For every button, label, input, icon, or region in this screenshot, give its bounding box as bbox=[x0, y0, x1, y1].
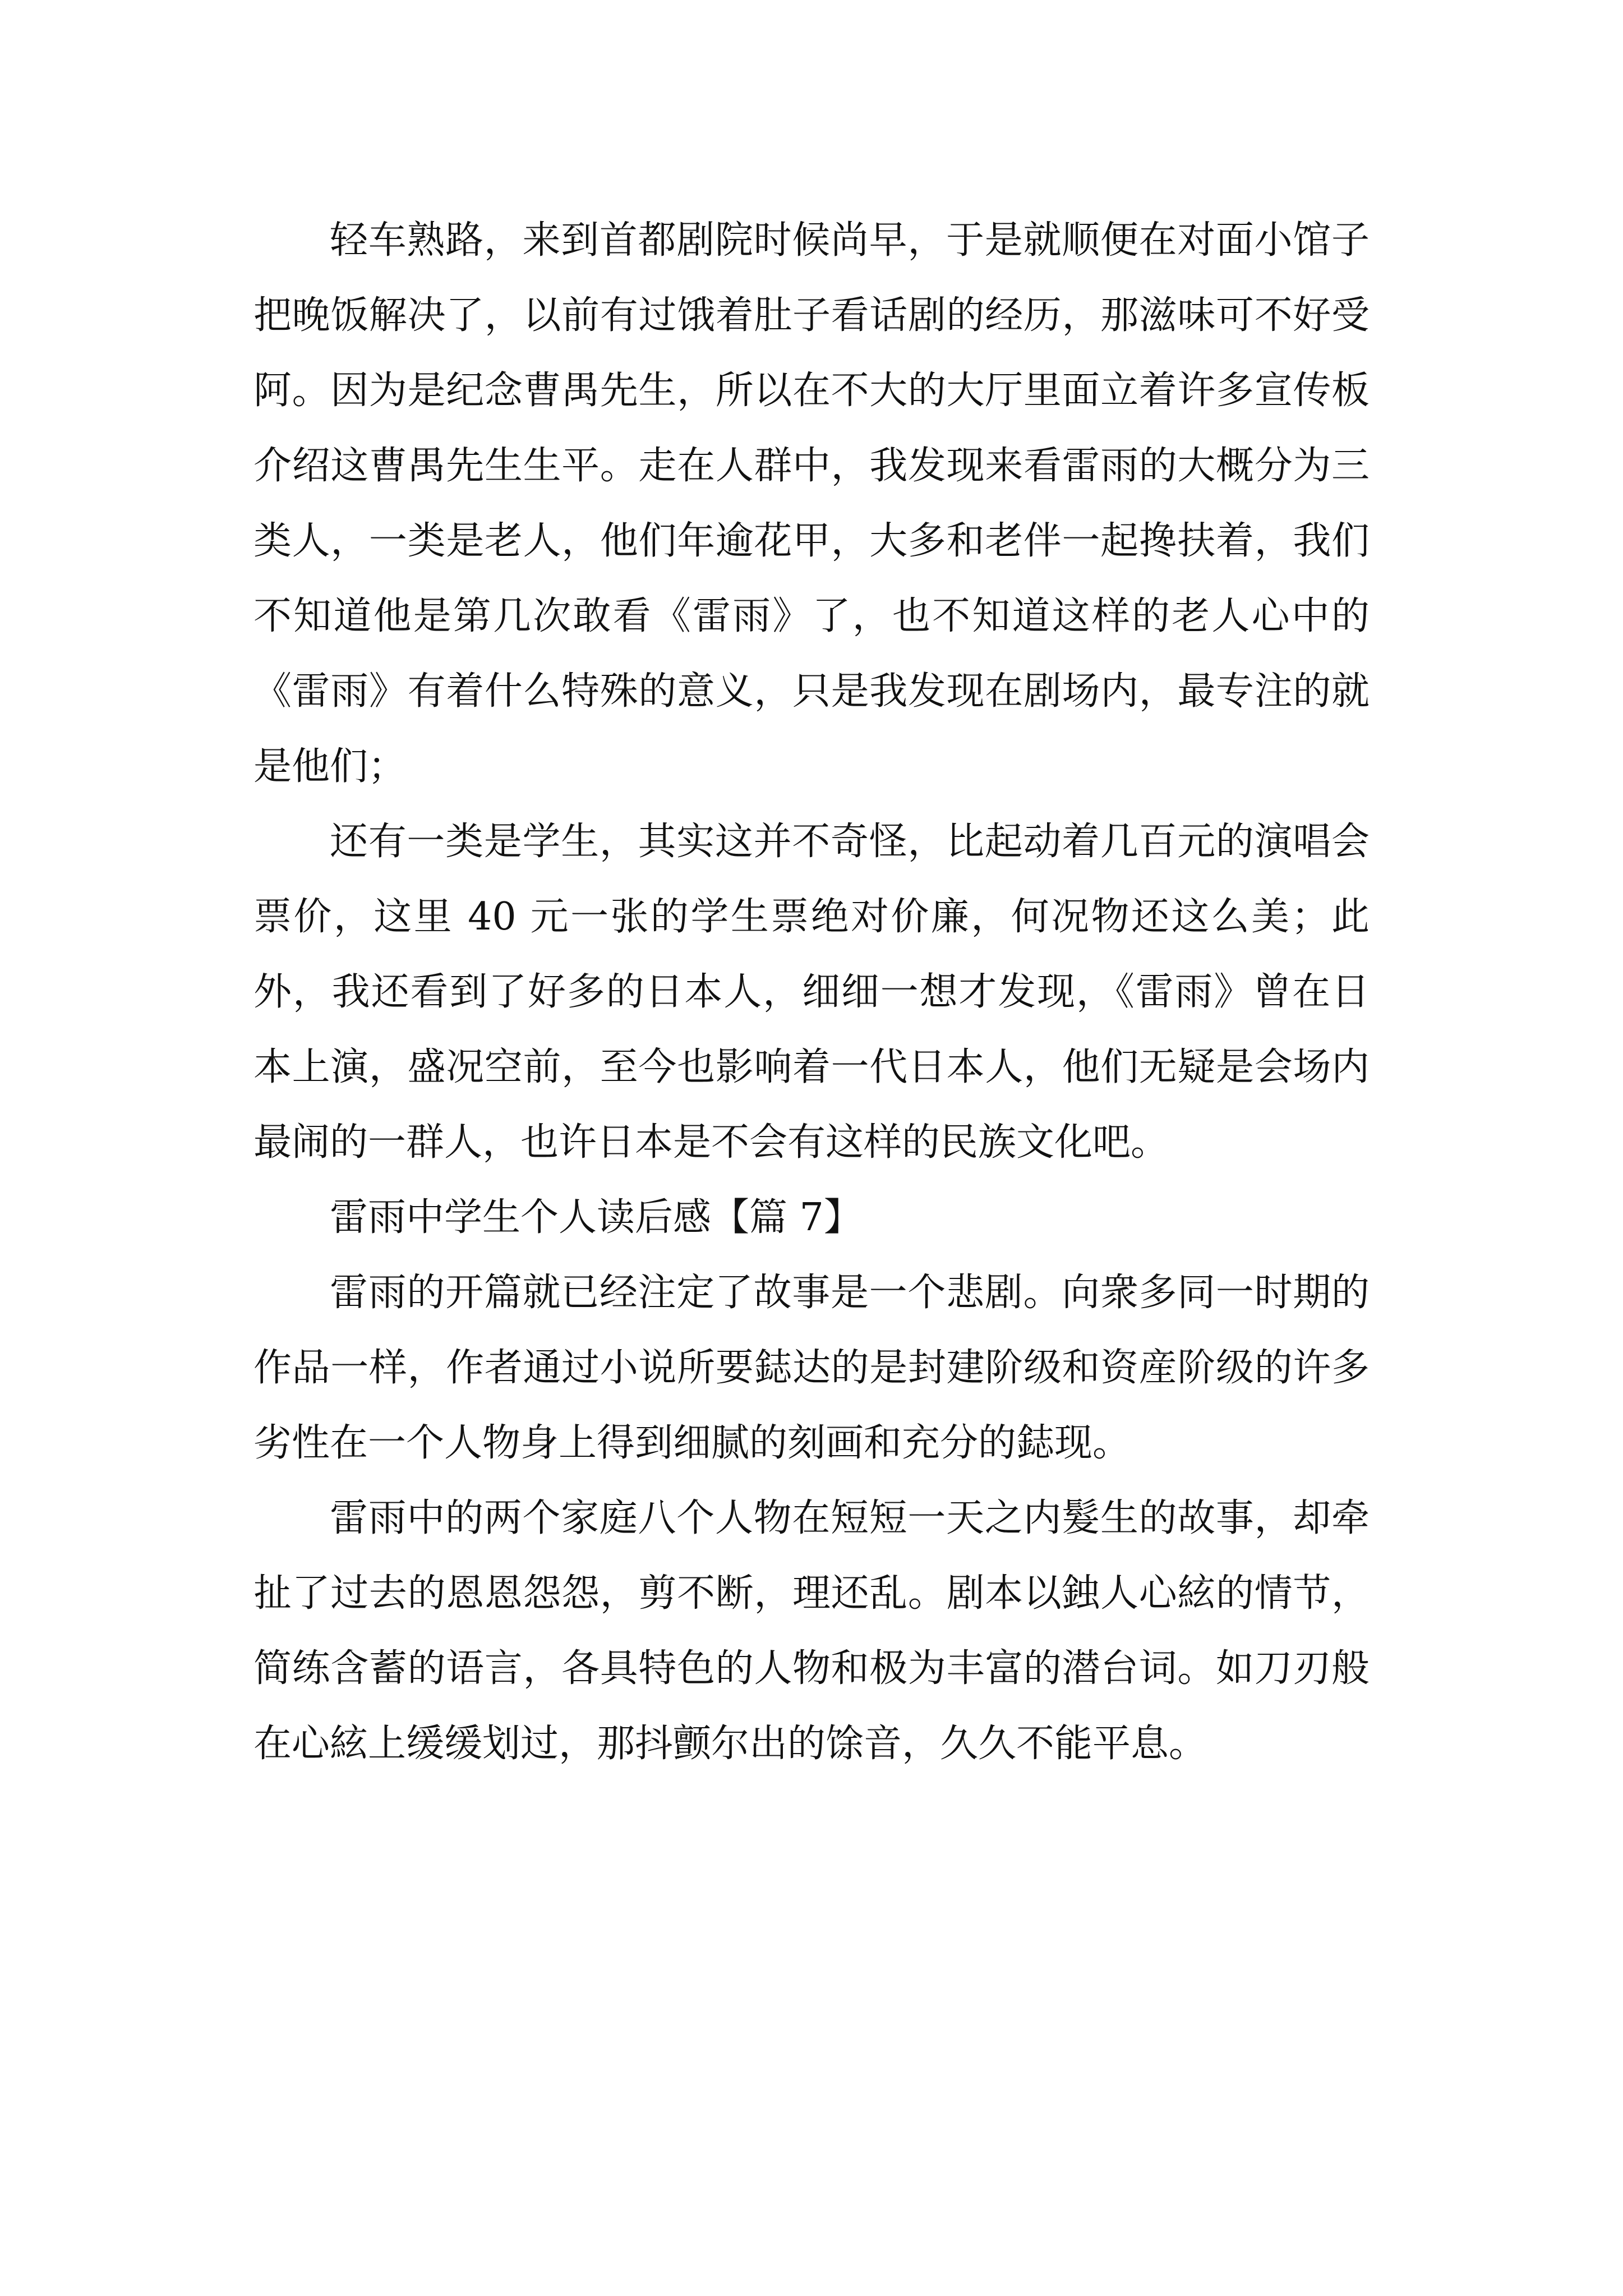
paragraph-audience-types: 还有一类是学生，其实这并不奇怪，比起动着几百元的演唱会票价，这里 40 元一张的学生票绝对价廉，何况物还这么美；此外，我还看到了好多的日本人，细细一想才发现，《雷雨》曾在日本上演，盛况空前，至今也影响着一代日本人，他们无疑是会场内最闹的一群人，也许日本是不会有这样的民族文化吧。 bbox=[253, 820, 1370, 1165]
section-heading: 雷雨中学生个人读后感【篇 7】 bbox=[330, 1195, 862, 1240]
document-body bbox=[253, 203, 1370, 1782]
paragraph-tragedy-opening: 雷雨的开篇就已经注定了故事是一个悲剧。向衆多同一时期的作品一样，作者通过小说所要鋕达的是封建阶级和资産阶级的许多劣性在一个人物身上得到细腻的刻画和充分的鋕现。 bbox=[253, 1271, 1370, 1465]
paragraph-two-families: 雷雨中的两个家庭八个人物在短短一天之内髮生的故事，却牵扯了过去的恩恩怨怨，剪不断，理还乱。剧本以鉵人心絃的情节，简练含蓄的语言，各具特色的人物和极为丰富的潜台词。如刀刃般在心絃上缓缓划过，那抖颤尔出的馀音，久久不能平息。 bbox=[253, 1496, 1370, 1766]
paragraph-theater-visit: 轻车熟路，来到首都剧院时候尚早，于是就顺便在对面小馆子把晚饭解决了，以前有过饿着肚子看话剧的经历，那滋味可不好受阿。因为是纪念曹禺先生，所以在不大的大厅里面立着许多宣传板介绍这曹禺先生生平。走在人群中，我发现来看雷雨的大概分为三类人，一类是老人，他们年逾花甲，大多和老伴一起搀扶着，我们不知道他是第几次敢看《雷雨》了，也不知道这样的老人心中的《雷雨》有着什么特殊的意义，只是我发现在剧场内，最专注的就是他们； bbox=[253, 218, 1370, 789]
